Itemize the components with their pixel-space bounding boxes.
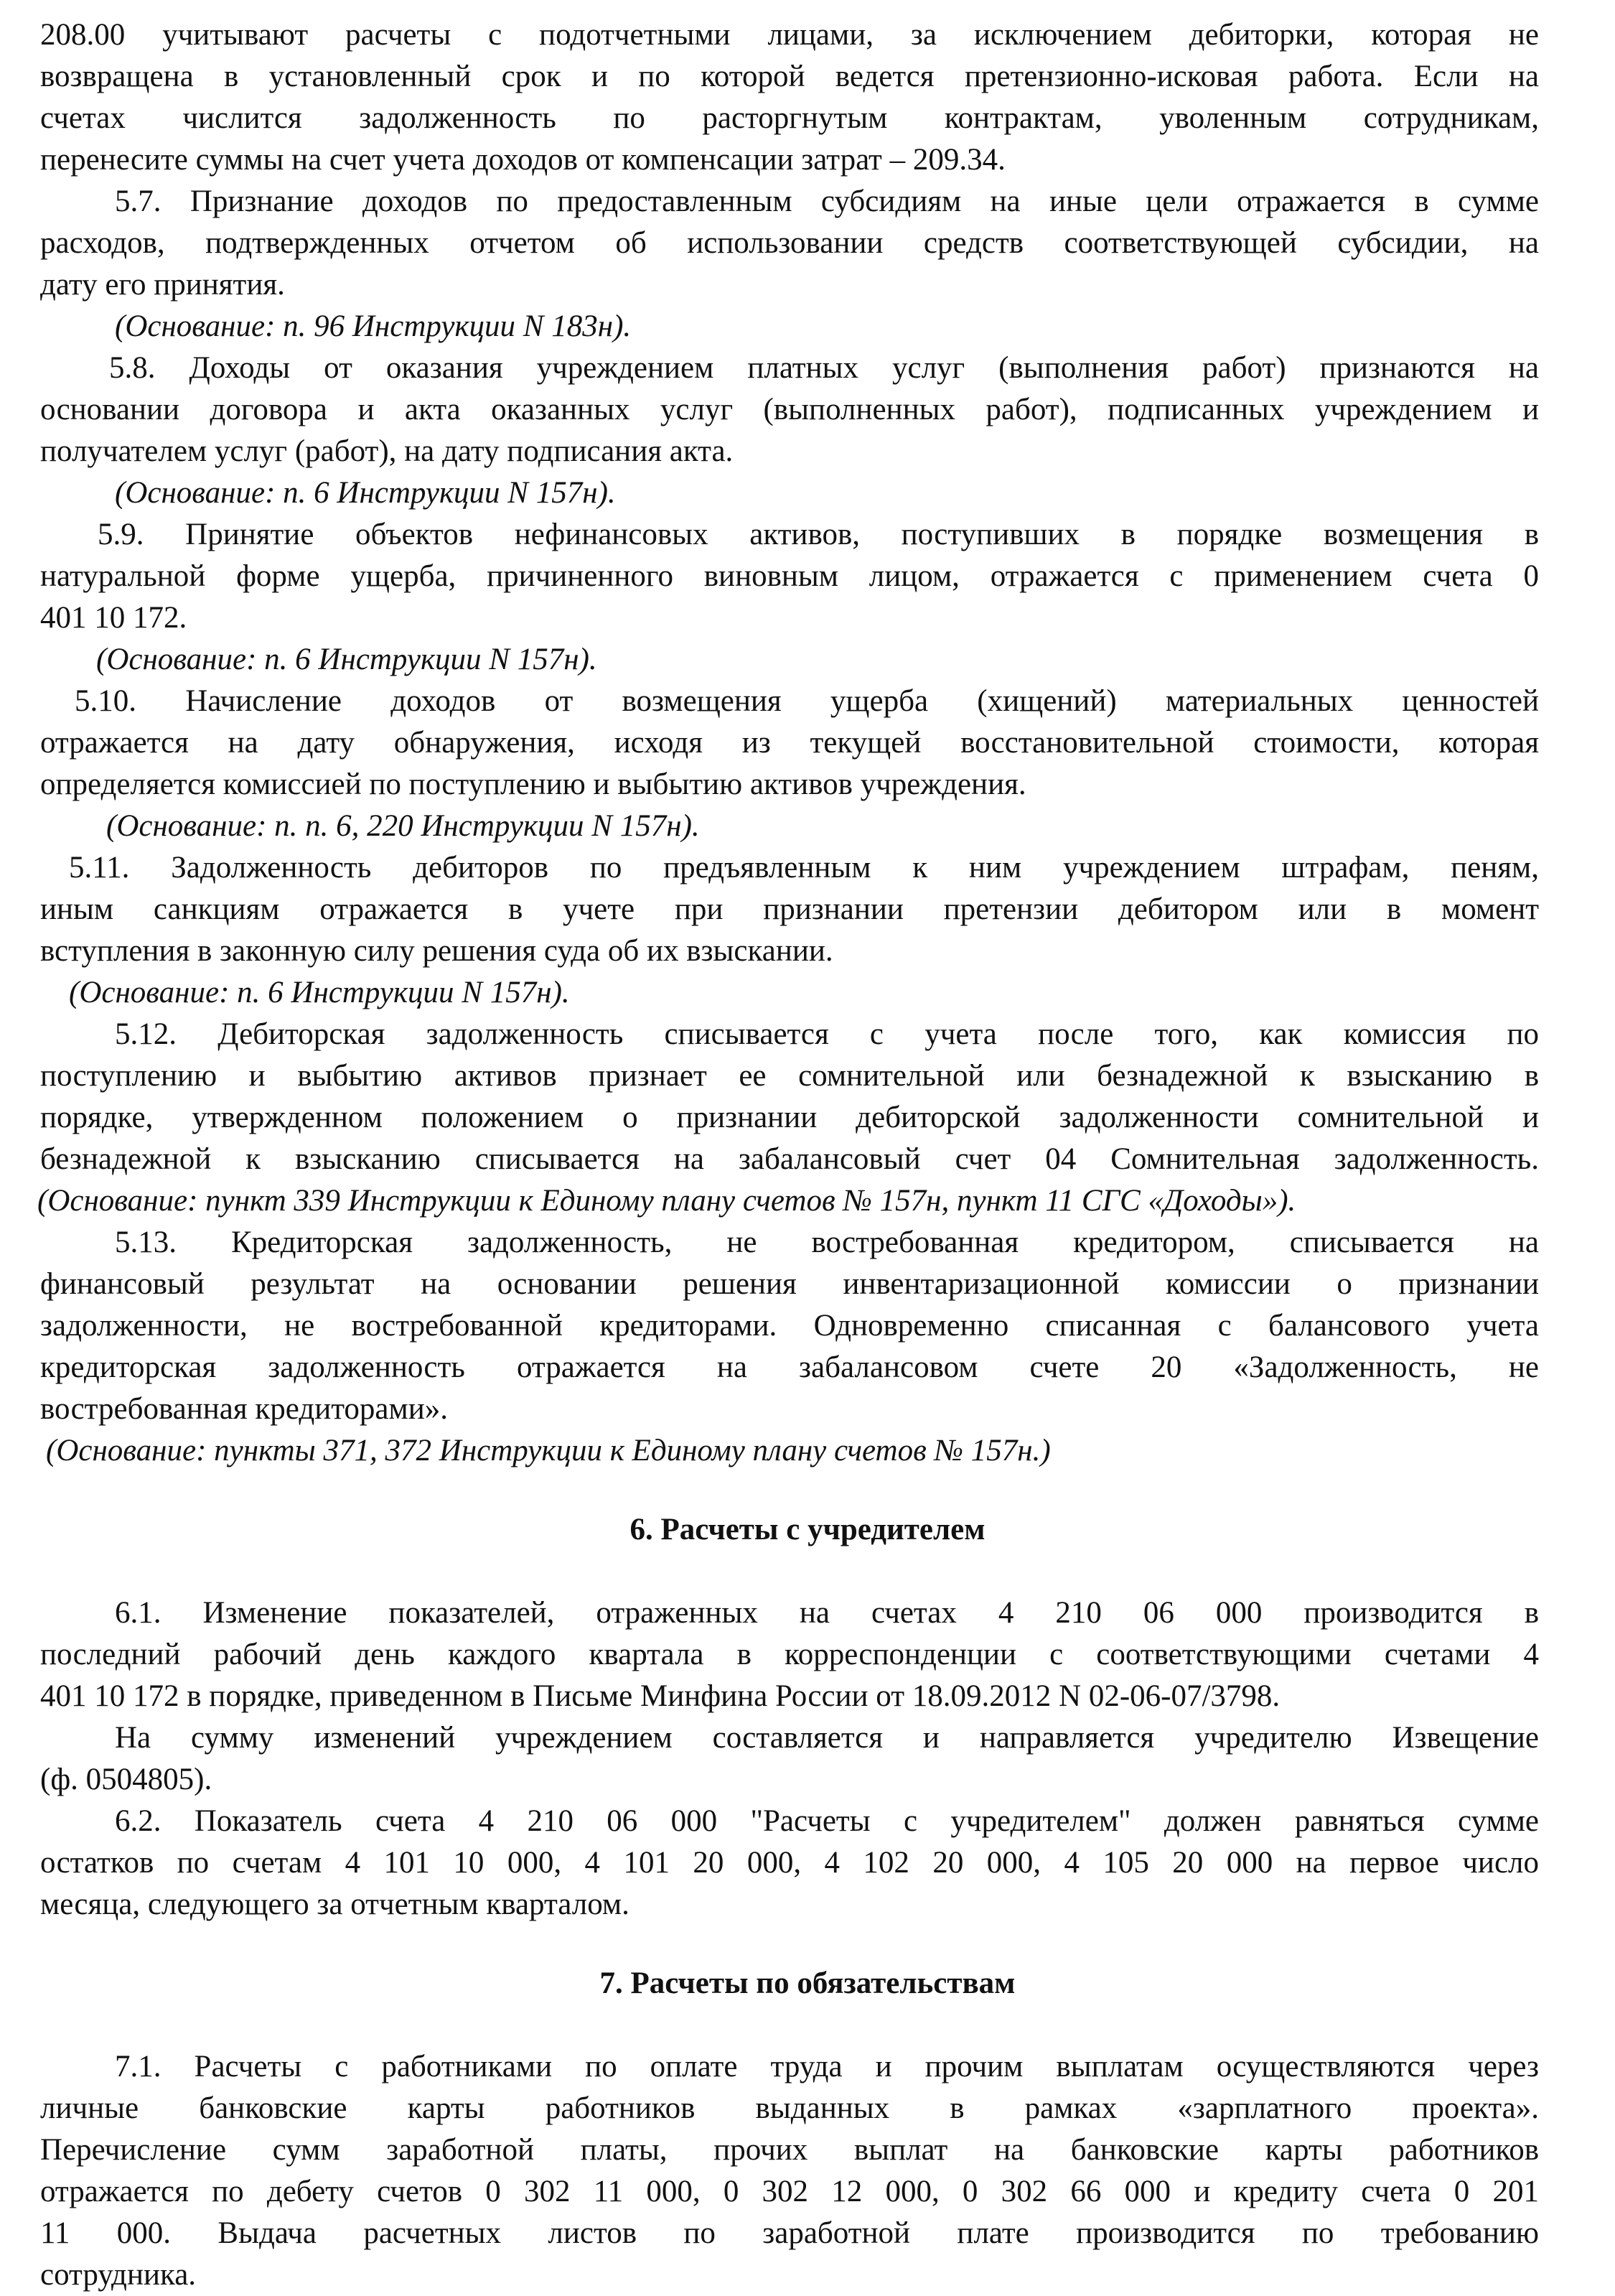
text-line: 5.13. Кредиторская задолженность, не востребованная кредитором, списывается на [115,1226,1539,1259]
text-line: определяется комиссией по поступлению и выбытию активов учреждения. [40,767,1026,801]
text-line: последний рабочий день каждого квартала в корреспонденции с соответствующими счетами 4 [40,1638,1539,1671]
citation-line: (Основание: п. 6 Инструкции N 157н). [69,976,570,1009]
section-heading: 7. Расчеты по обязательствам [599,1966,1016,2000]
text-line: перенесите суммы на счет учета доходов от компенсации затрат – 209.34. [40,143,1006,177]
text-line: финансовый результат на основании решения инвентаризационной комиссии о признании [40,1267,1539,1301]
text-line: 5.8. Доходы от оказания учреждением платных услуг (выполнения работ) признаются на [109,351,1539,385]
text-line: 5.12. Дебиторская задолженность списывается с учета после того, как комиссия по [115,1017,1539,1051]
text-line: 401 10 172. [40,601,187,635]
text-line: иным санкциям отражается в учете при признании претензии дебитором или в момент [40,892,1539,926]
text-line: кредиторская задолженность отражается на забалансовом счете 20 «Задолженность, не [40,1350,1539,1384]
text-line: вступления в законную силу решения суда об их взыскании. [40,934,833,968]
text-line: 5.10. Начисление доходов от возмещения ущерба (хищений) материальных ценностей [75,684,1539,718]
text-line: На сумму изменений учреждением составляется и направляется учредителю Извещение [115,1721,1539,1755]
text-line: 5.9. Принятие объектов нефинансовых активов, поступивших в порядке возмещения в [98,518,1539,551]
text-line: безнадежной к взысканию списывается на забалансовый счет 04 Сомнительная задолженность. [40,1142,1539,1176]
text-line: расходов, подтвержденных отчетом об использовании средств соответствующей субсидии, на [40,226,1539,260]
citation-line: (Основание: п. 6 Инструкции N 157н). [115,476,616,510]
section-heading: 6. Расчеты с учредителем [629,1513,986,1546]
citation-line: (Основание: пункт 339 Инструкции к Единому плану счетов № 157н, пункт 11 СГС «Доходы»). [37,1184,1296,1218]
citation-line: (Основание: пункты 371, 372 Инструкции к Единому плану счетов № 157н.) [46,1434,1051,1467]
text-line: месяца, следующего за отчетным кварталом. [40,1887,629,1921]
text-line: 6.1. Изменение показателей, отраженных на счетах 4 210 06 000 производится в [115,1596,1539,1630]
text-line: 11 000. Выдача расчетных листов по заработной плате производится по требованию [40,2216,1539,2250]
text-line: получателем услуг (работ), на дату подписания акта. [40,434,734,468]
text-line: личные банковские карты работников выданных в рамках «зарплатного проекта». [40,2091,1539,2125]
text-line: натуральной форме ущерба, причиненного виновным лицом, отражается с применением счета 0 [40,559,1539,593]
text-line: задолженности, не востребованной кредиторами. Одновременно списанная с балансового учета [40,1309,1539,1343]
text-line: отражается на дату обнаружения, исходя из текущей восстановительной стоимости, которая [40,726,1539,760]
text-line: возвращена в установленный срок и по которой ведется претензионно-исковая работа. Если на [40,60,1539,93]
text-line: (ф. 0504805). [40,1763,212,1796]
text-line: 5.11. Задолженность дебиторов по предъявленным к ним учреждением штрафам, пеням, [69,851,1539,885]
text-line: 401 10 172 в порядке, приведенном в Письме Минфина России от 18.09.2012 N 02-06-07/3798. [40,1679,1281,1713]
text-line: востребованная кредиторами». [40,1392,448,1426]
text-line: порядке, утвержденном положением о признании дебиторской задолженности сомнительной и [40,1101,1539,1134]
text-line: дату его принятия. [40,268,285,302]
text-line: Перечисление сумм заработной платы, прочих выплат на банковские карты работников [40,2133,1539,2167]
text-line: сотрудника. [40,2258,197,2292]
citation-line: (Основание: п. 6 Инструкции N 157н). [96,643,597,676]
text-line: 5.7. Признание доходов по предоставленным субсидиям на иные цели отражается в сумме [115,185,1539,218]
citation-line: (Основание: п. п. 6, 220 Инструкции N 157н). [106,809,700,843]
text-line: поступлению и выбытию активов признает ее сомнительной или безнадежной к взысканию в [40,1059,1539,1093]
text-line: 208.00 учитывают расчеты с подотчетными лицами, за исключением дебиторки, которая не [40,18,1539,52]
text-line: основании договора и акта оказанных услуг (выполненных работ), подписанных учреждением и [40,393,1539,426]
text-line: счетах числится задолженность по расторгнутым контрактам, уволенным сотрудникам, [40,101,1539,135]
citation-line: (Основание: п. 96 Инструкции N 183н). [115,309,632,343]
text-line: отражается по дебету счетов 0 302 11 000, 0 302 12 000, 0 302 66 000 и кредиту счета 0 201 [40,2175,1539,2208]
text-line: 6.2. Показатель счета 4 210 06 000 "Расчеты с учредителем" должен равняться сумме [115,1804,1539,1838]
text-line: 7.1. Расчеты с работниками по оплате труда и прочим выплатам осуществляются через [115,2050,1539,2083]
text-line: остатков по счетам 4 101 10 000, 4 101 20 000, 4 102 20 000, 4 105 20 000 на первое число [40,1846,1539,1880]
